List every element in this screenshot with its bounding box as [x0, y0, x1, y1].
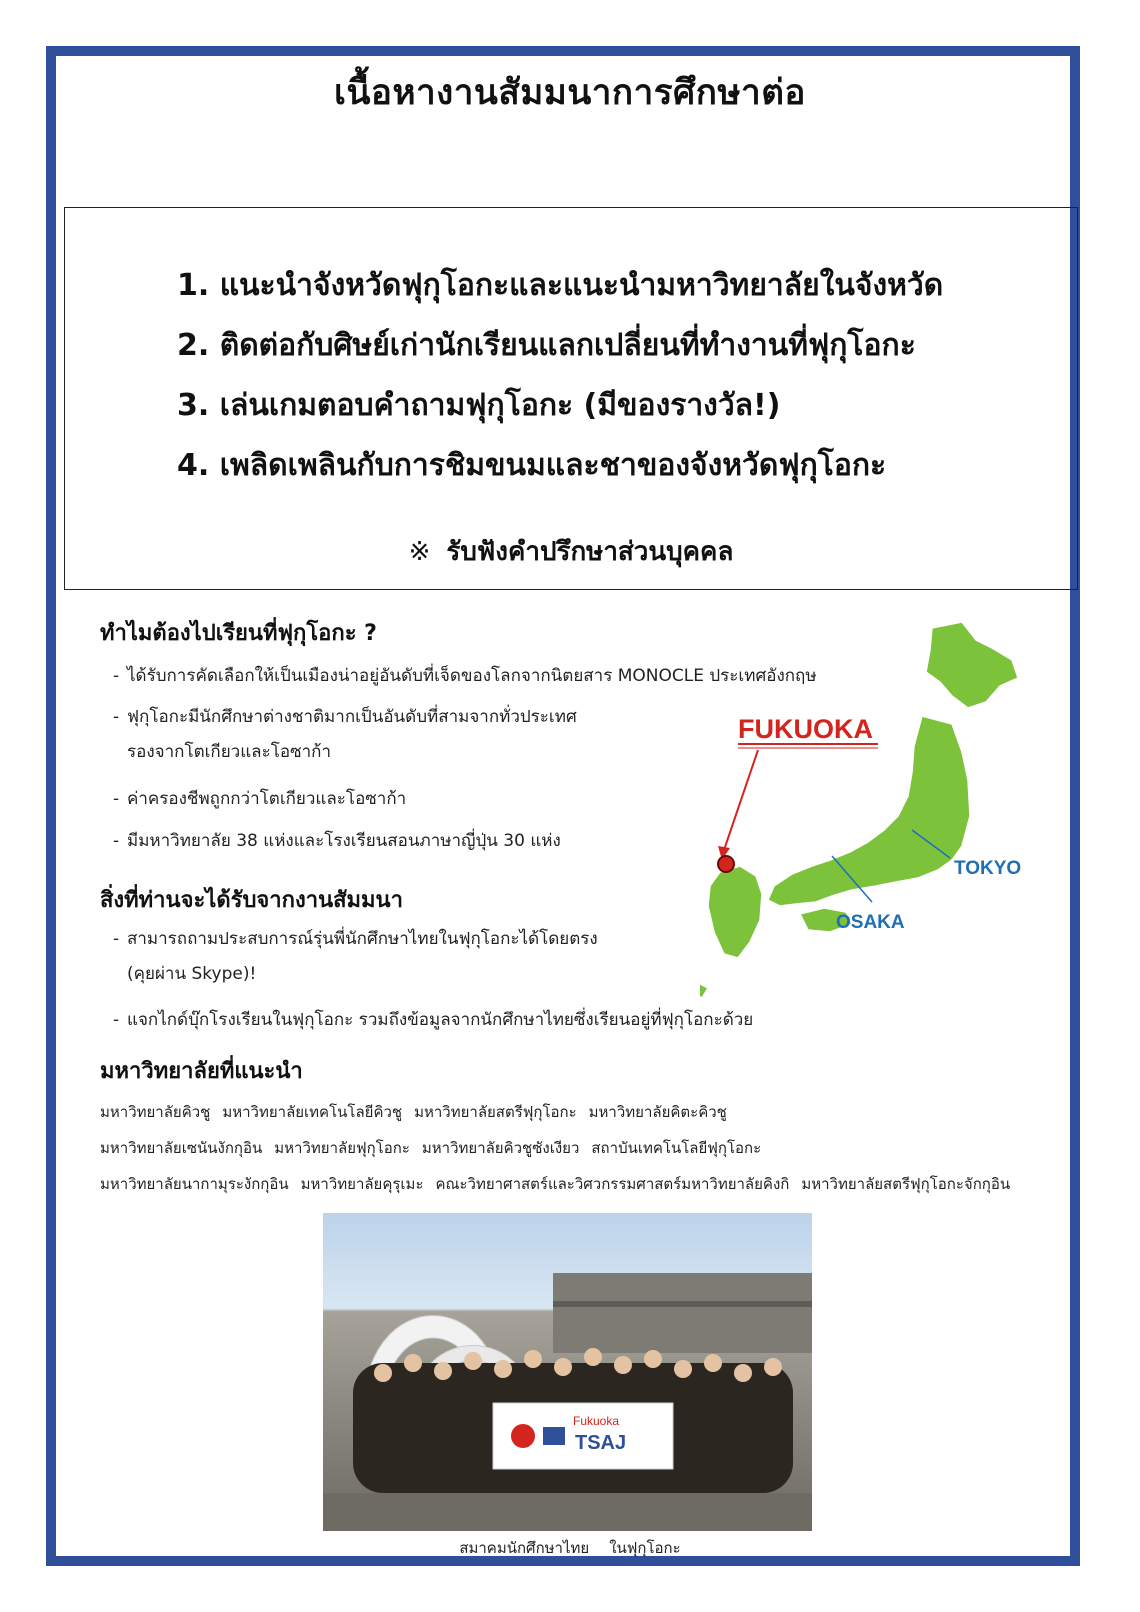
university-row [100, 1130, 1022, 1166]
university: มหาวิทยาลัยฟุกุโอกะ [274, 1139, 410, 1157]
why-bullet-text: ค่าครองชีพถูกกว่าโตเกียวและโอซาก้า [127, 789, 407, 809]
university: มหาวิทยาลัยสตรีฟุกุโอกะ [414, 1103, 577, 1121]
fukuoka-label: FUKUOKA [738, 714, 873, 744]
why-bullet: - ค่าครองชีพถูกกว่าโตเกียวและโอซาก้า [113, 789, 407, 809]
why-bullet: - ได้รับการคัดเลือกให้เป็นเมืองน่าอยู่อันดับที่เจ็ดของโลกจากนิตยสาร MONOCLE ประเทศอังกฤษ [113, 666, 817, 686]
university: มหาวิทยาลัยนากามุระงักกุอิน [100, 1175, 289, 1193]
why-bullet: - ฟุกุโอกะมีนักศึกษาต่างชาติมากเป็นอันดับที่สามจากทั่วประเทศ รองจากโตเกียวและโอซาก้า [113, 700, 577, 770]
university: มหาวิทยาลัยคิวชู [100, 1103, 211, 1121]
why-heading: ทำไมต้องไปเรียนที่ฟุกุโอกะ ? [100, 621, 377, 646]
gain-bullet-text: สามารถถามประสบการณ์รุ่นพี่นักศึกษาไทยในฟุกุโอกะได้โดยตรง [127, 929, 598, 949]
gain-bullet-text: (คุยผ่าน Skype)! [127, 964, 257, 984]
gain-bullet: - สามารถถามประสบการณ์รุ่นพี่นักศึกษาไทยในฟุกุโอกะได้โดยตรง (คุยผ่าน Skype)! [113, 922, 598, 992]
gain-bullet-text: แจกไกด์บุ๊กโรงเรียนในฟุกุโอกะ รวมถึงข้อมูลจากนักศึกษาไทยซึ่งเรียนอยู่ที่ฟุกุโอกะด้วย [127, 1010, 754, 1030]
university: มหาวิทยาลัยคุรุเมะ [300, 1175, 424, 1193]
fukuoka-pointer [724, 750, 758, 850]
gain-heading: สิ่งที่ท่านจะได้รับจากงานสัมมนา [100, 888, 403, 913]
building [553, 1273, 812, 1353]
ground [323, 1493, 812, 1531]
consultation-note [65, 531, 1077, 572]
program-item: 2. ติดต่อกับศิษย์เก่านักเรียนแลกเปลี่ยนที่ทำงานที่ฟุกุโอกะ [177, 328, 916, 363]
university-row [100, 1166, 1022, 1202]
japan-map [700, 620, 1060, 1000]
group-photo-illustration [323, 1213, 812, 1531]
caption-part: สมาคมนักศึกษาไทย [459, 1539, 590, 1557]
fukuoka-marker [718, 856, 734, 872]
universities-heading: มหาวิทยาลัยที่แนะนำ [100, 1059, 303, 1084]
university: มหาวิทยาลัยคิวชูซังเงียว [421, 1139, 580, 1157]
why-bullet-text: มีมหาวิทยาลัย 38 แห่งและโรงเรียนสอนภาษาญี่ปุ่น 30 แห่ง [127, 831, 561, 851]
banner-line2: TSAJ [575, 1432, 627, 1454]
university: มหาวิทยาลัยเทคโนโลยีคิวชู [222, 1103, 403, 1121]
program-box [64, 207, 1078, 590]
why-bullet-text: ฟุกุโอกะมีนักศึกษาต่างชาติมากเป็นอันดับที่สามจากทั่วประเทศ [127, 707, 577, 727]
gain-bullet: - แจกไกด์บุ๊กโรงเรียนในฟุกุโอกะ รวมถึงข้อมูลจากนักศึกษาไทยซึ่งเรียนอยู่ที่ฟุกุโอกะด้วย [113, 1010, 754, 1030]
banner-line1: Fukuoka [573, 1414, 620, 1428]
osaka-label: OSAKA [836, 912, 905, 933]
reference-mark: ※ [408, 537, 431, 567]
group-photo [323, 1213, 812, 1531]
building-window-band [553, 1301, 812, 1307]
tokyo-label: TOKYO [954, 858, 1022, 879]
university: มหาวิทยาลัยสตรีฟุกุโอกะจักกุอิน [801, 1175, 1011, 1193]
university: คณะวิทยาศาสตร์และวิศวกรรมศาสตร์มหาวิทยาลัยคิงกิ [435, 1175, 790, 1193]
program-item: 4. เพลิดเพลินกับการชิมขนมและชาของจังหวัดฟุกุโอกะ [177, 448, 887, 483]
banner-flag-circle [511, 1424, 535, 1448]
program-item: 3. เล่นเกมตอบคำถามฟุกุโอกะ (มีของรางวัล!) [177, 388, 781, 423]
consultation-text: รับฟังคำปรึกษาส่วนบุคคล [446, 537, 734, 567]
university-row [100, 1094, 1022, 1130]
program-item: 1. แนะนำจังหวัดฟุกุโอกะและแนะนำมหาวิทยาลัยในจังหวัด [177, 268, 944, 303]
university: มหาวิทยาลัยคิตะคิวชู [588, 1103, 727, 1121]
caption-part: ในฟุกุโอกะ [609, 1539, 681, 1557]
banner-thai-flag [543, 1427, 565, 1445]
university: มหาวิทยาลัยเซนันงักกุอิน [100, 1139, 263, 1157]
page-title: เนื้อหางานสัมมนาการศึกษาต่อ [334, 73, 806, 113]
university-list [100, 1094, 1022, 1202]
why-bullet-text: ได้รับการคัดเลือกให้เป็นเมืองน่าอยู่อันดับที่เจ็ดของโลกจากนิตยสาร MONOCLE ประเทศอังกฤษ [127, 666, 817, 686]
program-list [177, 256, 943, 496]
photo-caption [0, 1536, 1140, 1560]
university: สถาบันเทคโนโลยีฟุกุโอกะ [591, 1139, 762, 1157]
japan-land [700, 622, 1018, 998]
why-bullet: - มีมหาวิทยาลัย 38 แห่งและโรงเรียนสอนภาษาญี่ปุ่น 30 แห่ง [113, 831, 561, 851]
why-bullet-text: รองจากโตเกียวและโอซาก้า [127, 742, 331, 762]
